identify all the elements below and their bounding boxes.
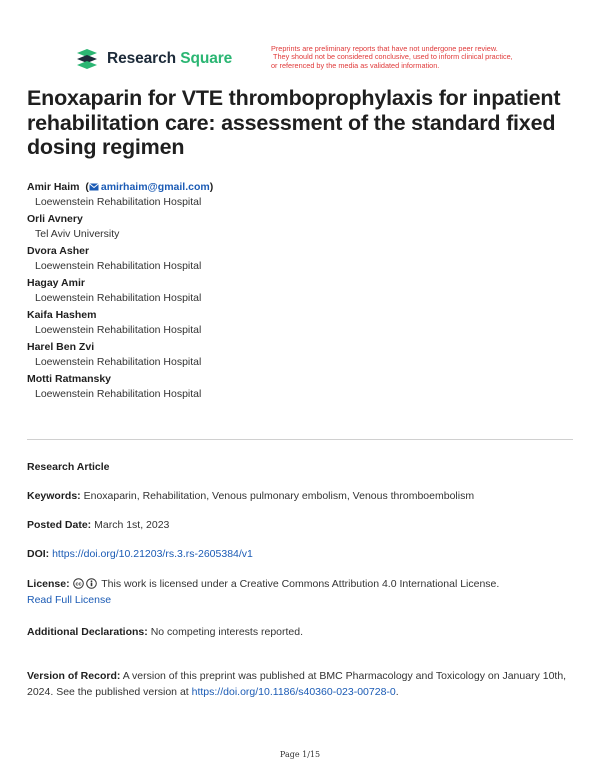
author-entry [27, 212, 567, 242]
author-name: Dvora Asher [27, 245, 90, 257]
disclaimer-line: They should not be considered conclusive, used to inform clinical practice, [273, 52, 513, 62]
creative-commons-icon [73, 578, 84, 589]
version-of-record-text: A version of this preprint was published at BMC Pharmacology and Toxicology on January 10th, 2024. See the published version at [27, 670, 567, 698]
author-entry [27, 276, 567, 306]
research-square-logo-icon [75, 48, 99, 70]
author-affiliation: Loewenstein Rehabilitation Hospital [35, 196, 202, 208]
author-entry [27, 340, 567, 370]
author-entry [27, 308, 567, 338]
svg-text:cc: cc [74, 581, 82, 588]
license-label: License: [27, 578, 70, 590]
additional-declarations [27, 624, 573, 640]
author-affiliation: Loewenstein Rehabilitation Hospital [35, 388, 202, 400]
keywords [27, 488, 573, 504]
author-entry [27, 372, 567, 402]
posted-date [27, 517, 573, 533]
author-entry: Amir Haim ( amirhaim@gmail.com) Loewenstein Rehabilitation Hospital [27, 180, 567, 210]
preprint-disclaimer [271, 45, 541, 70]
author-name: Motti Ratmansky [27, 373, 112, 385]
author-name: Hagay Amir [27, 277, 85, 289]
published-version-link[interactable]: https://doi.org/10.1186/s40360-023-00728-0 [191, 686, 396, 698]
author-affiliation: Tel Aviv University [35, 228, 120, 240]
doi [27, 546, 573, 562]
keywords-value: Enoxaparin, Rehabilitation, Venous pulmonary embolism, Venous thromboembolism [83, 490, 475, 502]
section-divider [27, 439, 573, 440]
disclaimer-line: or referenced by the media as validated information. [271, 60, 440, 70]
author-affiliation: Loewenstein Rehabilitation Hospital [35, 356, 202, 368]
declarations-value: No competing interests reported. [150, 626, 304, 638]
doi-link[interactable]: https://doi.org/10.21203/rs.3.rs-2605384/v1 [52, 548, 253, 560]
posted-date-label: Posted Date: [27, 519, 92, 531]
doi-label: DOI: [27, 548, 50, 560]
author-name: Kaifa Hashem [27, 309, 97, 321]
author-affiliation: Loewenstein Rehabilitation Hospital [35, 292, 202, 304]
version-of-record-label: Version of Record: [27, 670, 121, 682]
license [27, 576, 573, 608]
license-text: This work is licensed under a Creative Commons Attribution 4.0 International License. [101, 578, 500, 590]
attribution-icon [86, 578, 97, 589]
mail-icon [89, 183, 99, 191]
read-full-license-link[interactable]: Read Full License [27, 594, 112, 606]
version-of-record: Version of Record: A version of this preprint was published at BMC Pharmacology and Toxicology on January 10th, 2024. See the published version at https://doi.org/10.1186/s40360-023-00728-0. [27, 670, 567, 698]
posted-date-value: March 1st, 2023 [94, 519, 170, 531]
research-square-logo[interactable] [75, 48, 232, 70]
author-entry [27, 244, 567, 274]
declarations-label: Additional Declarations: [27, 626, 148, 638]
author-affiliation: Loewenstein Rehabilitation Hospital [35, 260, 202, 272]
keywords-label: Keywords: [27, 490, 81, 502]
disclaimer-line: Preprints are preliminary reports that have not undergone peer review. [271, 44, 498, 53]
author-list [27, 180, 567, 404]
page-number: Page 1/15 [279, 750, 321, 759]
paper-title: Enoxaparin for VTE thromboprophylaxis for inpatient rehabilitation care: assessment of the standard fixed dosing regimen [27, 86, 561, 159]
author-name: Orli Avnery [27, 213, 83, 225]
article-type: Research Article [27, 461, 110, 473]
logo-text: Research Square [107, 50, 233, 67]
author-email-link[interactable]: amirhaim@gmail.com [100, 181, 210, 193]
author-name: Amir Haim [27, 181, 80, 193]
author-name: Harel Ben Zvi [27, 341, 95, 353]
author-affiliation: Loewenstein Rehabilitation Hospital [35, 324, 202, 336]
